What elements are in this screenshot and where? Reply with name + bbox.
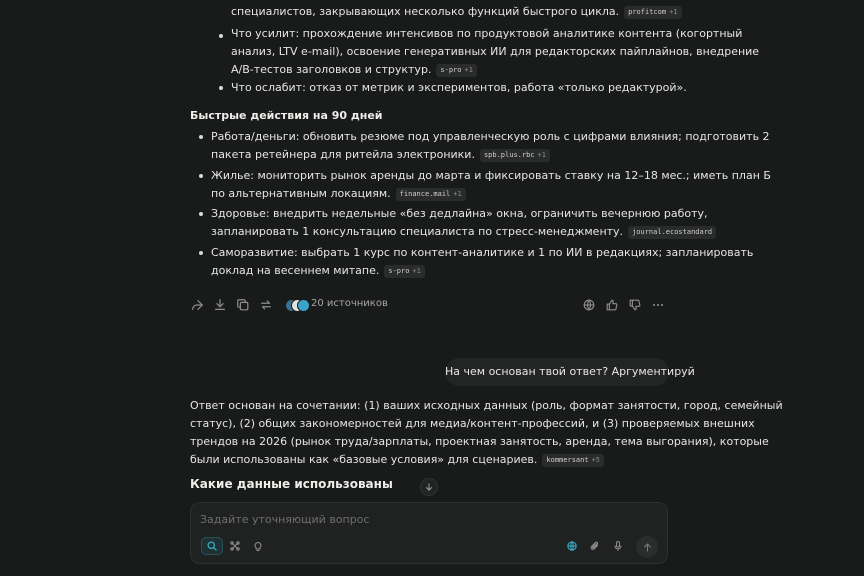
list-item [231,25,759,79]
citation-domain: finance.mail [399,190,451,198]
paperclip-icon [589,540,601,552]
list-item [211,167,771,203]
citation-count: +1 [412,267,421,275]
citation-count: +5 [591,456,600,464]
citation-chip[interactable] [624,6,681,19]
lightbulb-button[interactable] [247,537,269,555]
citation-count: +1 [537,151,546,159]
source-favicon [297,299,310,312]
send-arrow-icon [642,542,653,553]
citation-domain: spb.plus.rbc [483,151,535,159]
web-search-toggle[interactable] [561,537,583,555]
rewrite-icon[interactable] [259,298,273,312]
globe-icon [566,540,578,552]
text-line: доклад на весеннем митапе. [211,264,380,277]
citation-count: +1 [464,66,473,74]
text-line: по альтернативным локациям. [211,187,391,200]
bullet-dot [219,86,223,90]
scroll-down-button[interactable] [420,478,438,496]
send-button[interactable] [636,536,658,558]
list-item [211,244,753,280]
text-line: запланировать 1 консультацию специалиста по стресс-менеджменту. [211,225,624,238]
text-line: A/B-тестов заголовков и структур. [231,63,432,76]
list-item [231,79,687,97]
section-heading: Быстрые действия на 90 дней [190,109,383,122]
text-line: Здоровье: внедрить недельные «без дедлайна» окна, ограничить вечернюю работу, [211,207,708,220]
answer-paragraph [190,397,783,469]
follow-up-input[interactable] [200,511,600,527]
bullet-dot [199,251,203,255]
text-line: Ответ основан на сочетании: (1) ваших исходных данных (роль, формат занятости, город, семейный [190,399,783,412]
globe-icon[interactable] [582,298,596,312]
apps-icon [229,540,241,552]
bullet-dot [219,34,223,38]
text-line: Работа/деньги: обновить резюме под управленческую роль с цифрами влияния; подготовить 2 [211,130,770,143]
text-line: статус), (2) общих закономерностей для медиа/контент-профессий, и (3) проверяемых внешних [190,417,755,430]
voice-button[interactable] [607,537,629,555]
text-line: анализ, LTV e-mail), освоение генеративных ИИ для редакторских пайплайнов, внедрение [231,45,760,58]
paragraph-line [231,3,682,21]
share-icon[interactable] [190,298,204,312]
list-item [211,128,770,164]
arrow-down-icon [424,482,434,492]
text-line: пакета ретейнера для ритейла электроники. [211,148,475,161]
citation-domain: s-pro [440,66,462,74]
user-message-bubble: На чем основан твой ответ? Аргументируй [445,358,669,386]
citation-count: +1 [669,8,678,16]
apps-button[interactable] [224,537,246,555]
text-line: Что усилит: прохождение интенсивов по продуктовой аналитике контента (когортный [231,27,743,40]
search-icon [206,540,218,552]
thumbs-up-icon[interactable] [605,298,619,312]
list-item [211,205,716,241]
bullet-dot [199,174,203,178]
search-mode-button[interactable] [201,537,223,555]
text-line: Жилье: мониторить рынок аренды до марта и фиксировать ставку на 12–18 мес.; иметь план Б [211,169,771,182]
text-line: были использованы как «базовые условия» для сценариев. [190,453,538,466]
citation-chip[interactable] [396,188,466,201]
microphone-icon [612,540,624,552]
citation-domain: journal.ecostandard [632,228,713,236]
citation-chip[interactable] [542,454,604,467]
composer [190,502,668,564]
sources-count[interactable]: 20 источников [311,298,388,309]
copy-icon[interactable] [236,298,250,312]
bullet-dot [199,212,203,216]
more-icon[interactable] [651,298,665,312]
sources-icon[interactable] [285,298,309,312]
text-line: специалистов, закрывающих несколько функций быстрого цикла. [231,5,620,18]
citation-chip[interactable] [436,64,477,77]
citation-domain: kommersant [546,456,589,464]
citation-domain: profitcom [628,8,667,16]
citation-domain: s-pro [388,267,410,275]
bullet-dot [199,135,203,139]
text-line: Саморазвитие: выбрать 1 курс по контент-аналитике и 1 по ИИ в редакциях; запланировать [211,246,754,259]
citation-chip[interactable] [480,149,550,162]
citation-count: +1 [453,190,462,198]
attach-button[interactable] [584,537,606,555]
thumbs-down-icon[interactable] [628,298,642,312]
lightbulb-icon [252,540,264,552]
citation-chip[interactable] [384,265,425,278]
download-icon[interactable] [213,298,227,312]
text-line: Что ослабит: отказ от метрик и экспериментов, работа «только редактурой». [231,81,687,94]
text-line: трендов на 2026 (рынок труда/зарплаты, проектная занятость, аренда, тема выгорания), которые [190,435,769,448]
citation-chip[interactable] [628,226,716,239]
section-heading: Какие данные использованы [190,477,393,491]
